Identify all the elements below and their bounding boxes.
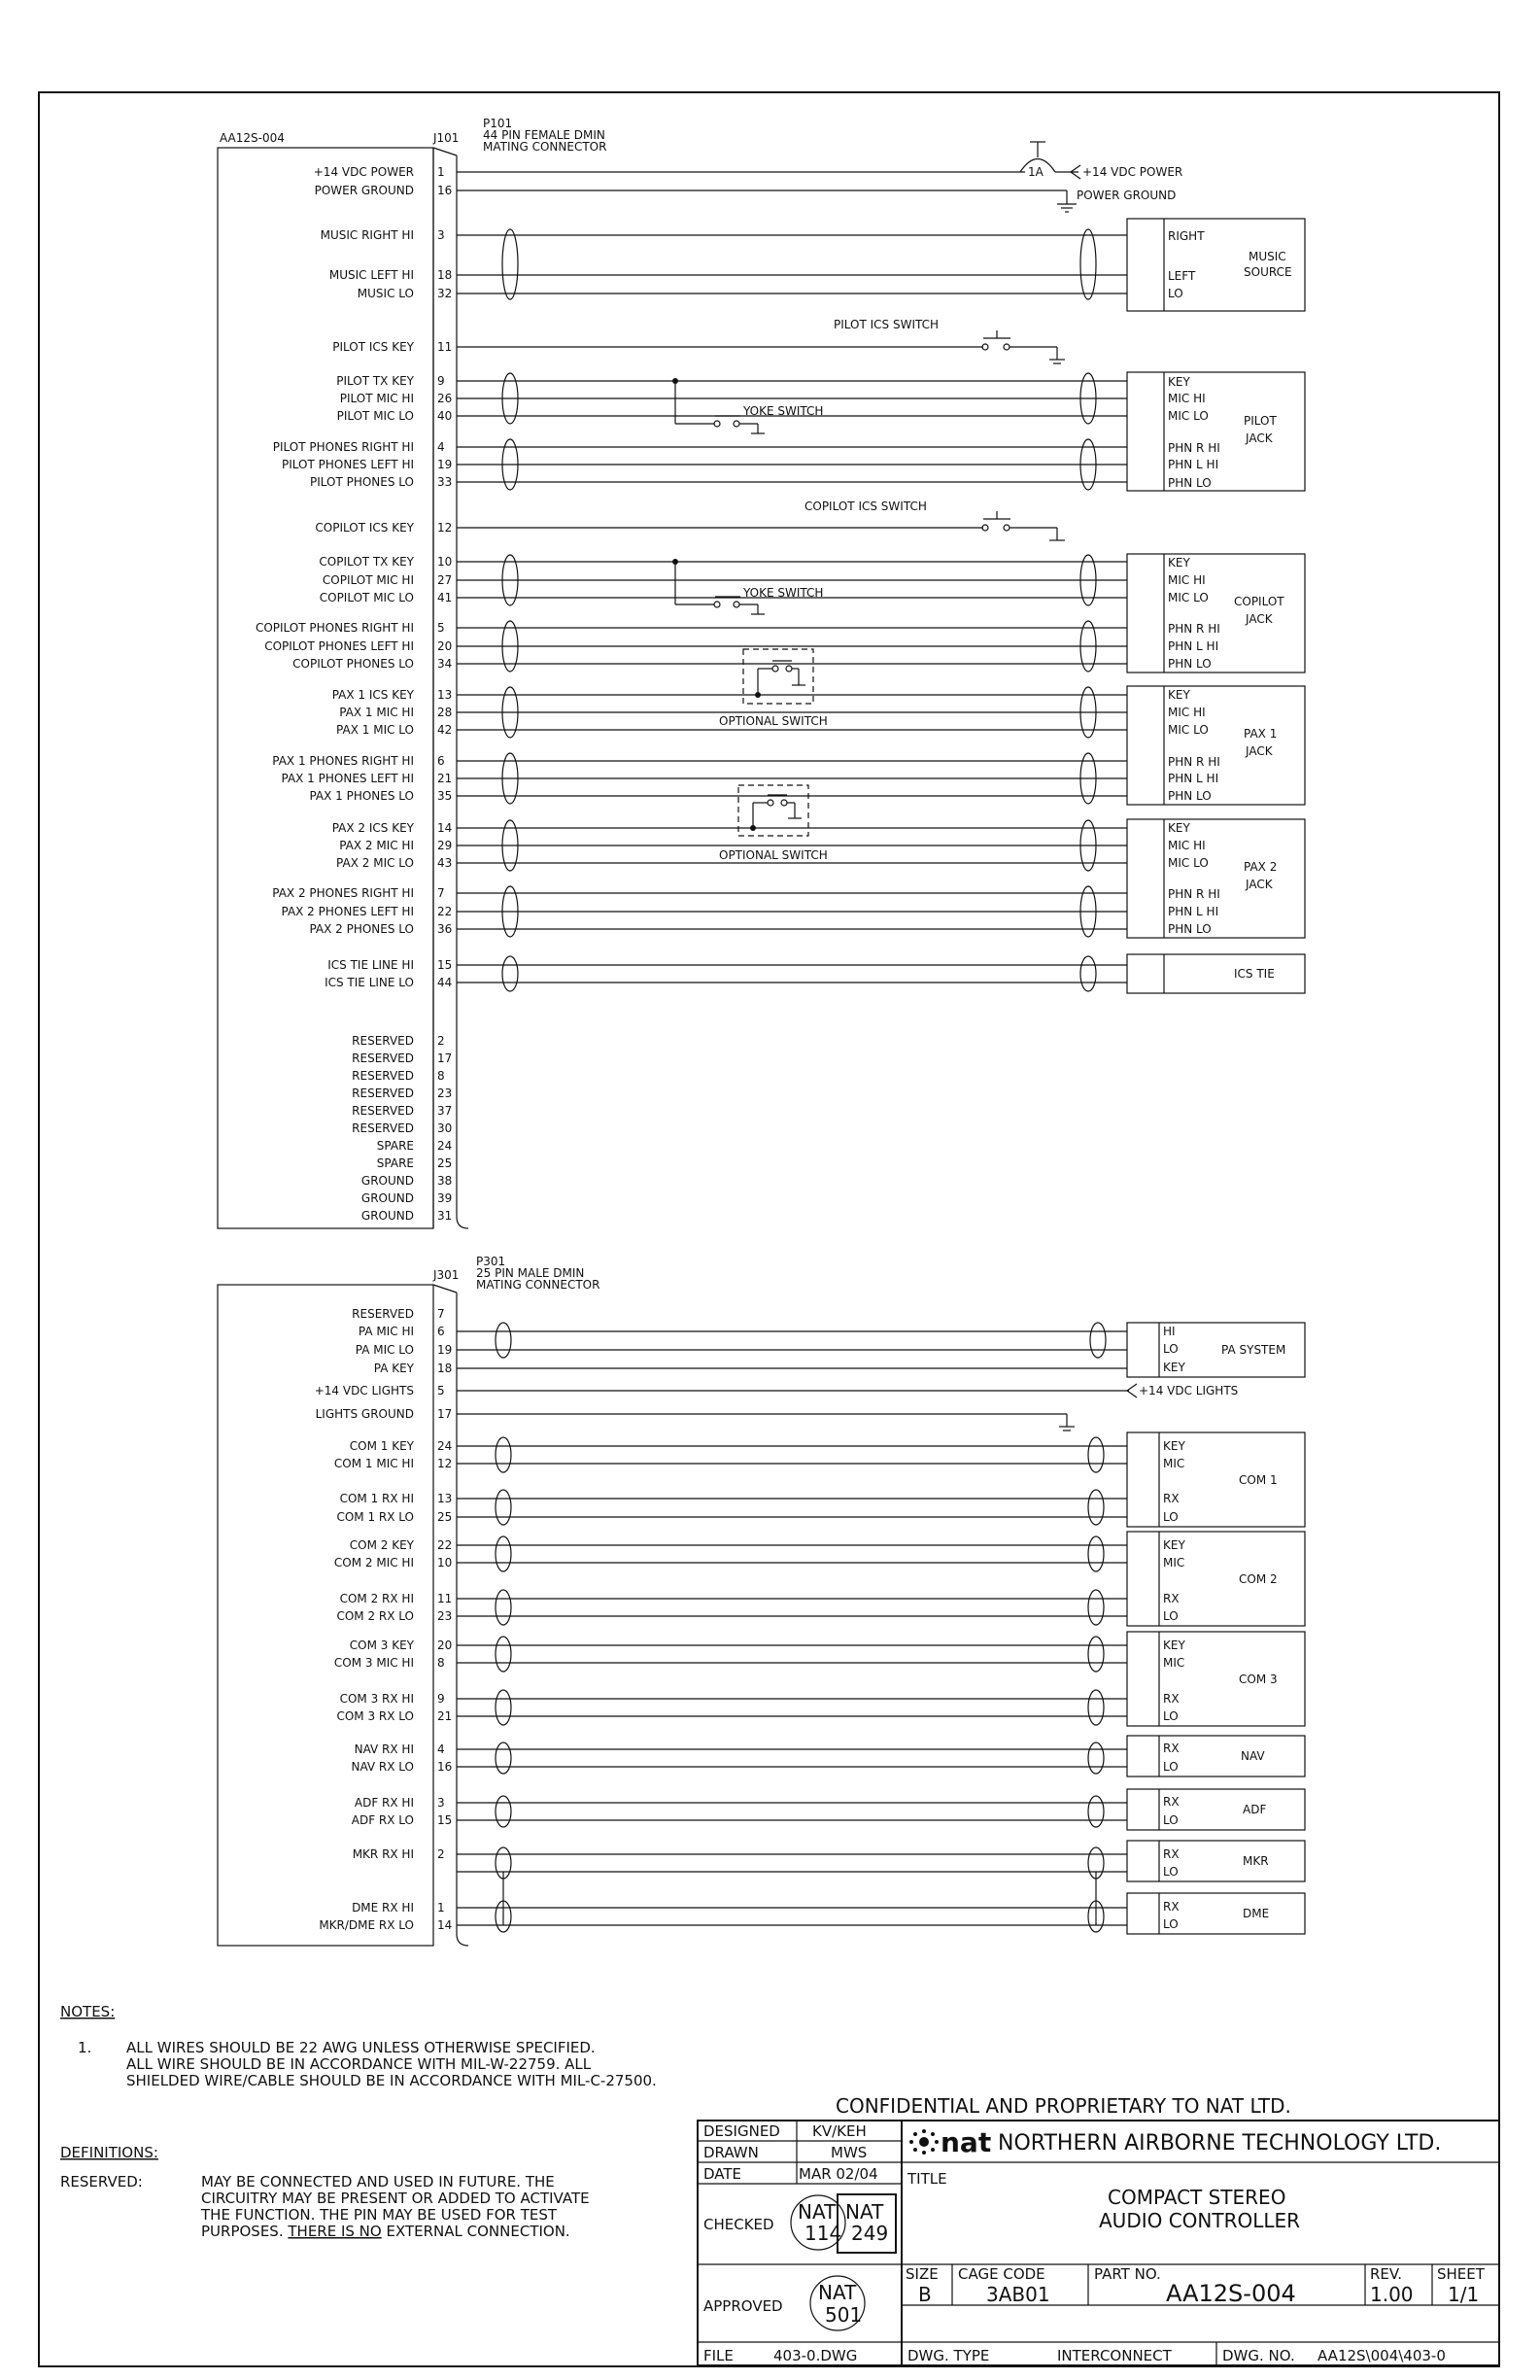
svg-text:LO: LO <box>1163 1760 1179 1774</box>
svg-text:KEY: KEY <box>1163 1538 1185 1552</box>
j101-pin-number: 28 <box>437 706 453 719</box>
p301-ref: P301 <box>476 1255 506 1268</box>
svg-text:JACK: JACK <box>1246 612 1273 626</box>
svg-text:1.: 1. <box>78 2039 92 2056</box>
j301-pin-label: RESERVED <box>352 1307 414 1321</box>
j101-pin-label: MUSIC RIGHT HI <box>320 228 414 242</box>
svg-text:PHN L HI: PHN L HI <box>1168 772 1219 785</box>
j301-pin-label: LIGHTS GROUND <box>315 1407 414 1421</box>
j101-pin-label: +14 VDC POWER <box>313 165 414 179</box>
nav-box <box>1127 1736 1305 1776</box>
svg-text:PHN LO: PHN LO <box>1168 657 1212 671</box>
fuse-label: 1A <box>1028 165 1044 179</box>
svg-text:KEY: KEY <box>1163 1439 1185 1453</box>
music-source-box <box>1127 219 1305 311</box>
j101-pin-number: 40 <box>437 409 453 423</box>
svg-text:CHECKED: CHECKED <box>703 2216 774 2233</box>
svg-text:RX: RX <box>1163 1900 1180 1914</box>
svg-text:NAT: NAT <box>845 2200 884 2224</box>
svg-text:MUSIC: MUSIC <box>1249 250 1286 263</box>
j301-pin-number: 1 <box>437 1901 445 1914</box>
j101-pin-label: MUSIC LEFT HI <box>328 268 414 282</box>
j101-pin-number: 27 <box>437 573 453 587</box>
j301-pin-label: MKR RX HI <box>352 1847 414 1861</box>
j301-pin-label: COM 3 MIC HI <box>333 1656 414 1670</box>
j101-pin-number: 32 <box>437 287 453 300</box>
svg-text:RX: RX <box>1163 1692 1180 1706</box>
svg-text:TITLE: TITLE <box>907 2170 947 2188</box>
j101-pin-number: 33 <box>437 475 453 489</box>
drawing-title-2: AUDIO CONTROLLER <box>1099 2209 1301 2232</box>
svg-text:KEY: KEY <box>1163 1361 1185 1374</box>
j101-pin-number: 16 <box>437 184 453 197</box>
svg-text:RX: RX <box>1163 1795 1180 1809</box>
j101-pin-label: PILOT ICS KEY <box>332 340 414 354</box>
j101-pin-number: 38 <box>437 1174 453 1188</box>
svg-text:COPILOT: COPILOT <box>1234 595 1284 608</box>
j101-pin-number: 20 <box>437 639 453 653</box>
svg-text:JACK: JACK <box>1246 744 1273 758</box>
j301-pin-label: COM 1 KEY <box>349 1439 414 1453</box>
svg-text:COM 2: COM 2 <box>1239 1572 1278 1586</box>
svg-text:MIC HI: MIC HI <box>1168 573 1206 587</box>
svg-text:HI: HI <box>1163 1325 1176 1338</box>
drawing-title-1: COMPACT STEREO <box>1108 2186 1286 2209</box>
j301-pin-number: 5 <box>437 1384 445 1397</box>
j101-pin-label: PAX 1 ICS KEY <box>331 688 414 702</box>
j101-pin-label: ICS TIE LINE LO <box>325 976 414 989</box>
svg-text:PAX 2: PAX 2 <box>1244 860 1278 874</box>
j101-pin-number: 41 <box>437 591 453 604</box>
j101-pin-label: SPARE <box>376 1139 414 1153</box>
svg-text:PHN R HI: PHN R HI <box>1168 622 1220 636</box>
j301-pin-label: COM 2 KEY <box>349 1538 414 1552</box>
svg-text:JACK: JACK <box>1246 878 1273 891</box>
j101-pin-label: COPILOT ICS KEY <box>315 521 414 535</box>
svg-text:LO: LO <box>1168 287 1183 300</box>
j101-pin-number: 11 <box>437 340 453 354</box>
notes-section <box>60 2003 657 2089</box>
j101-pin-label: RESERVED <box>352 1052 414 1065</box>
svg-text:LEFT: LEFT <box>1168 269 1196 283</box>
svg-text:MIC LO: MIC LO <box>1168 856 1209 870</box>
j101-pin-label: PAX 2 PHONES LEFT HI <box>281 905 414 918</box>
j301-pin-label: MKR/DME RX LO <box>319 1918 414 1932</box>
com3-box <box>1127 1632 1305 1726</box>
svg-text:COM 3: COM 3 <box>1239 1673 1278 1686</box>
svg-text:LO: LO <box>1163 1865 1179 1879</box>
definition-term: RESERVED: <box>60 2173 143 2190</box>
svg-text:DRAWN: DRAWN <box>703 2144 759 2161</box>
svg-text:DESIGNED: DESIGNED <box>703 2122 780 2140</box>
notes-heading: NOTES: <box>60 2003 116 2020</box>
j301-pin-number: 19 <box>437 1343 453 1357</box>
j101-pin-number: 6 <box>437 754 445 768</box>
j101-pin-label: RESERVED <box>352 1069 414 1083</box>
j101-pin-number: 26 <box>437 392 453 405</box>
part-number: AA12S-004 <box>1166 2280 1296 2307</box>
j301-pin-number: 8 <box>437 1656 445 1670</box>
p101-ref: P101 <box>483 117 513 130</box>
svg-text:KEY: KEY <box>1163 1638 1185 1652</box>
svg-text:NAT: NAT <box>818 2281 857 2304</box>
j301-pin-label: ADF RX HI <box>354 1796 414 1810</box>
j301-pin-number: 13 <box>437 1492 453 1505</box>
j101-pin-label: RESERVED <box>352 1034 414 1048</box>
j301-pin-number: 2 <box>437 1847 445 1861</box>
j101-pin-number: 9 <box>437 374 445 388</box>
svg-text:KEY: KEY <box>1168 688 1190 702</box>
svg-text:APPROVED: APPROVED <box>703 2297 783 2315</box>
svg-text:DATE: DATE <box>703 2165 742 2183</box>
j101-pin-label: PAX 2 ICS KEY <box>331 821 414 835</box>
svg-text:CAGE CODE: CAGE CODE <box>958 2265 1045 2283</box>
svg-text:MIC: MIC <box>1163 1656 1185 1670</box>
j101-pin-number: 18 <box>437 268 453 282</box>
j301-pin-number: 23 <box>437 1609 453 1623</box>
j101-pin-number: 43 <box>437 856 453 870</box>
note-line-1: ALL WIRES SHOULD BE 22 AWG UNLESS OTHERWISE SPECIFIED. <box>126 2039 596 2056</box>
j301-pin-number: 18 <box>437 1362 453 1375</box>
svg-text:JACK: JACK <box>1246 431 1273 445</box>
j301-pin-label: ADF RX LO <box>351 1813 414 1827</box>
mkr-box <box>1127 1841 1305 1881</box>
svg-text:MIC HI: MIC HI <box>1168 839 1206 852</box>
svg-text:LO: LO <box>1163 1917 1179 1931</box>
j101-pin-label: POWER GROUND <box>314 184 414 197</box>
j101-pin-number: 44 <box>437 976 453 989</box>
j101-pin-label: PAX 2 MIC HI <box>339 839 414 852</box>
j301-pin-number: 3 <box>437 1796 445 1810</box>
svg-text:MIC LO: MIC LO <box>1168 723 1209 737</box>
ics-tie-box <box>1127 954 1305 993</box>
j301-pin-label: PA MIC HI <box>358 1325 414 1338</box>
svg-text:REV.: REV. <box>1370 2265 1402 2283</box>
svg-text:114: 114 <box>804 2222 842 2245</box>
svg-text:RX: RX <box>1163 1847 1180 1861</box>
j301-pin-number: 14 <box>437 1918 453 1932</box>
j101-pin-label: PILOT PHONES LEFT HI <box>282 458 414 471</box>
j301-pin-number: 25 <box>437 1510 453 1524</box>
com2-box <box>1127 1532 1305 1626</box>
svg-text:THE FUNCTION. THE PIN MAY BE U: THE FUNCTION. THE PIN MAY BE USED FOR TEST <box>201 2206 558 2224</box>
j301-pin-number: 7 <box>437 1307 445 1321</box>
j301-pin-label: COM 3 RX LO <box>336 1709 414 1723</box>
svg-text:RX: RX <box>1163 1742 1180 1755</box>
svg-text:LO: LO <box>1163 1342 1179 1356</box>
j101-pin-label: ICS TIE LINE HI <box>327 958 414 972</box>
svg-text:PHN L HI: PHN L HI <box>1168 639 1219 653</box>
j301-pin-number: 10 <box>437 1556 453 1569</box>
j101-pin-label: COPILOT PHONES RIGHT HI <box>255 621 414 635</box>
note-line-3: SHIELDED WIRE/CABLE SHOULD BE IN ACCORDANCE WITH MIL-C-27500. <box>126 2072 657 2089</box>
svg-text:ADF: ADF <box>1243 1803 1267 1816</box>
j301-pin-label: COM 2 RX LO <box>336 1609 414 1623</box>
svg-text:403-0.DWG: 403-0.DWG <box>773 2347 858 2364</box>
j301-pin-label: COM 3 KEY <box>349 1638 414 1652</box>
svg-text:DWG. NO.: DWG. NO. <box>1222 2347 1295 2364</box>
svg-text:KEY: KEY <box>1168 821 1190 835</box>
svg-text:RX: RX <box>1163 1492 1180 1505</box>
copilot-yoke-switch-label: YOKE SWITCH <box>743 586 824 600</box>
vdc-power-label: +14 VDC POWER <box>1082 165 1183 179</box>
j101-pin-label: PAX 1 MIC HI <box>339 706 414 719</box>
j101-pin-number: 42 <box>437 723 453 737</box>
j101-pin-number: 23 <box>437 1087 453 1100</box>
svg-text:PART NO.: PART NO. <box>1094 2265 1161 2283</box>
svg-text:ICS TIE: ICS TIE <box>1234 967 1275 981</box>
cage-value: 3AB01 <box>986 2283 1050 2306</box>
j101-pin-number: 10 <box>437 555 453 569</box>
j101-pin-label: PAX 1 PHONES LO <box>309 789 414 803</box>
j101-connector <box>218 117 606 1228</box>
svg-text:PAX 1: PAX 1 <box>1244 727 1278 741</box>
pax1-optional-switch-label: OPTIONAL SWITCH <box>719 714 828 728</box>
j101-pin-label: RESERVED <box>352 1087 414 1100</box>
svg-text:PHN L HI: PHN L HI <box>1168 458 1219 471</box>
j101-pin-number: 1 <box>437 165 445 179</box>
j301-pin-number: 6 <box>437 1325 445 1338</box>
j301-pin-number: 21 <box>437 1709 453 1723</box>
j101-pin-label: RESERVED <box>352 1104 414 1118</box>
pa-system-box <box>1127 1323 1305 1377</box>
j101-pin-label: COPILOT PHONES LEFT HI <box>264 639 414 653</box>
j301-wiring <box>457 1323 1238 1932</box>
j301-pin-label: PA MIC LO <box>355 1343 414 1357</box>
com1-box <box>1127 1432 1305 1527</box>
j301-pin-label: PA KEY <box>373 1362 414 1375</box>
svg-text:LO: LO <box>1163 1813 1179 1827</box>
j301-pin-number: 4 <box>437 1742 445 1756</box>
j101-pin-number: 3 <box>437 228 445 242</box>
svg-text:DWG. TYPE: DWG. TYPE <box>907 2347 990 2364</box>
j101-pin-number: 31 <box>437 1209 453 1223</box>
svg-text:CIRCUITRY MAY BE PRESENT OR AD: CIRCUITRY MAY BE PRESENT OR ADDED TO ACTIVATE <box>201 2190 590 2207</box>
definitions-section <box>60 2144 590 2240</box>
j101-pin-number: 15 <box>437 958 453 972</box>
j301-pin-number: 11 <box>437 1592 453 1605</box>
vdc-lights-label: +14 VDC LIGHTS <box>1139 1384 1239 1397</box>
j101-ref: J101 <box>433 131 460 145</box>
p101-desc-1: 44 PIN FEMALE DMIN <box>483 128 605 142</box>
j301-pin-number: 12 <box>437 1457 453 1470</box>
j101-pin-label: PAX 1 PHONES LEFT HI <box>281 772 414 785</box>
j101-pin-label: PAX 1 PHONES RIGHT HI <box>272 754 414 768</box>
svg-text:LO: LO <box>1163 1709 1179 1723</box>
svg-text:LO: LO <box>1163 1609 1179 1623</box>
j301-pin-label: COM 2 MIC HI <box>333 1556 414 1569</box>
j101-pin-label: PAX 2 PHONES RIGHT HI <box>272 886 414 900</box>
svg-text:SIZE: SIZE <box>906 2265 939 2283</box>
j101-pin-number: 7 <box>437 886 445 900</box>
j101-pin-label: GROUND <box>360 1174 414 1188</box>
j101-pin-number: 4 <box>437 440 445 454</box>
j101-pin-label: PILOT MIC HI <box>339 392 414 405</box>
title-block <box>698 2094 1499 2365</box>
j101-pin-label: MUSIC LO <box>357 287 414 300</box>
svg-text:MAR 02/04: MAR 02/04 <box>799 2165 878 2183</box>
checked-stamp-2 <box>838 2194 896 2253</box>
j301-pin-number: 15 <box>437 1813 453 1827</box>
j101-pin-label: SPARE <box>376 1156 414 1170</box>
j301-ref: J301 <box>433 1268 460 1282</box>
pax2-optional-switch-label: OPTIONAL SWITCH <box>719 848 828 862</box>
svg-text:MKR: MKR <box>1243 1854 1269 1868</box>
j101-pin-label: COPILOT MIC LO <box>319 591 414 604</box>
p301-desc-1: 25 PIN MALE DMIN <box>476 1266 585 1280</box>
p301-desc-2: MATING CONNECTOR <box>476 1278 600 1292</box>
j301-pin-label: COM 1 MIC HI <box>333 1457 414 1470</box>
svg-text:MIC HI: MIC HI <box>1168 706 1206 719</box>
j101-pin-number: 30 <box>437 1121 453 1135</box>
dme-box <box>1127 1893 1305 1934</box>
svg-text:MIC: MIC <box>1163 1457 1185 1470</box>
svg-text:KEY: KEY <box>1168 375 1190 389</box>
svg-text:PILOT: PILOT <box>1244 414 1277 428</box>
j301-pin-number: 20 <box>437 1638 453 1652</box>
j101-pin-label: PAX 2 MIC LO <box>336 856 414 870</box>
svg-text:PHN LO: PHN LO <box>1168 476 1212 490</box>
svg-text:PURPOSES. THERE IS NO EXTERNAL: PURPOSES. THERE IS NO EXTERNAL CONNECTION. <box>201 2223 570 2240</box>
revision: 1.00 <box>1370 2283 1414 2306</box>
svg-text:MIC LO: MIC LO <box>1168 591 1209 604</box>
svg-text:LO: LO <box>1163 1510 1179 1524</box>
svg-text:501: 501 <box>825 2303 863 2327</box>
pax1-jack-box <box>1127 686 1305 805</box>
sheet-border <box>39 92 1499 2366</box>
j101-pin-number: 37 <box>437 1104 453 1118</box>
j101-pin-number: 34 <box>437 657 453 671</box>
j301-pin-label: DME RX HI <box>352 1901 414 1914</box>
svg-text:NAT: NAT <box>798 2200 837 2224</box>
svg-text:INTERCONNECT: INTERCONNECT <box>1057 2347 1172 2364</box>
nat-logo <box>909 2126 991 2158</box>
svg-text:nat: nat <box>941 2126 992 2158</box>
j101-pin-number: 17 <box>437 1052 453 1065</box>
power-ground-label: POWER GROUND <box>1077 189 1177 202</box>
j301-pin-number: 24 <box>437 1439 453 1453</box>
j101-pin-number: 19 <box>437 458 453 471</box>
svg-text:RX: RX <box>1163 1592 1180 1605</box>
svg-text:DME: DME <box>1243 1907 1270 1920</box>
svg-text:MIC HI: MIC HI <box>1168 392 1206 405</box>
definitions-heading: DEFINITIONS: <box>60 2144 158 2161</box>
approved-stamp <box>810 2276 865 2330</box>
svg-text:SOURCE: SOURCE <box>1244 265 1292 279</box>
j101-pin-number: 13 <box>437 688 453 702</box>
j101-pin-number: 35 <box>437 789 453 803</box>
j301-pin-label: COM 1 RX LO <box>336 1510 414 1524</box>
j101-pin-number: 21 <box>437 772 453 785</box>
pilot-yoke-switch-label: YOKE SWITCH <box>743 404 824 418</box>
svg-text:FILE: FILE <box>703 2347 734 2364</box>
j101-pin-number: 5 <box>437 621 445 635</box>
j101-pin-label: COPILOT PHONES LO <box>292 657 414 671</box>
j101-wiring <box>457 142 1182 991</box>
svg-text:PHN R HI: PHN R HI <box>1168 441 1220 455</box>
pax2-jack-box <box>1127 819 1305 938</box>
j101-pin-label: PILOT PHONES RIGHT HI <box>272 440 414 454</box>
svg-text:PHN R HI: PHN R HI <box>1168 755 1220 769</box>
j101-pin-label: PAX 2 PHONES LO <box>309 922 414 936</box>
j101-pin-number: 25 <box>437 1156 453 1170</box>
j101-pin-number: 12 <box>437 521 453 535</box>
j101-pin-number: 22 <box>437 905 453 918</box>
svg-text:COM 1: COM 1 <box>1239 1473 1278 1487</box>
svg-text:NAV: NAV <box>1241 1749 1265 1763</box>
j101-pin-label: PAX 1 MIC LO <box>336 723 414 737</box>
shield-symbol <box>502 229 1096 299</box>
j101-pin-number: 14 <box>437 821 453 835</box>
svg-text:SHEET: SHEET <box>1437 2265 1485 2283</box>
j101-pin-label: COPILOT MIC HI <box>322 573 414 587</box>
adf-box <box>1127 1789 1305 1830</box>
copilot-ics-switch-label: COPILOT ICS SWITCH <box>804 500 927 513</box>
j301-pin-number: 22 <box>437 1538 453 1552</box>
j101-pin-label: RESERVED <box>352 1121 414 1135</box>
p101-desc-2: MATING CONNECTOR <box>483 140 607 154</box>
company-name: NORTHERN AIRBORNE TECHNOLOGY LTD. <box>998 2131 1442 2156</box>
svg-text:MWS: MWS <box>831 2144 868 2161</box>
j101-pin-number: 2 <box>437 1034 445 1048</box>
copilot-jack-box <box>1127 554 1305 673</box>
j301-pin-label: NAV RX LO <box>351 1760 414 1774</box>
svg-text:PA SYSTEM: PA SYSTEM <box>1221 1343 1286 1357</box>
j101-pin-number: 36 <box>437 922 453 936</box>
svg-text:PHN LO: PHN LO <box>1168 922 1212 936</box>
svg-text:PHN R HI: PHN R HI <box>1168 887 1220 901</box>
svg-text:MIC LO: MIC LO <box>1168 409 1209 423</box>
j101-pin-label: COPILOT TX KEY <box>319 555 414 569</box>
confidential-notice: CONFIDENTIAL AND PROPRIETARY TO NAT LTD. <box>836 2094 1291 2118</box>
svg-text:249: 249 <box>851 2222 889 2245</box>
j301-pin-label: +14 VDC LIGHTS <box>314 1384 414 1397</box>
pilot-jack-box <box>1127 372 1305 491</box>
j301-pin-number: 17 <box>437 1407 453 1421</box>
j101-pin-number: 29 <box>437 839 453 852</box>
j101-pin-number: 24 <box>437 1139 453 1153</box>
j301-pin-label: COM 1 RX HI <box>339 1492 414 1505</box>
svg-text:MIC: MIC <box>1163 1556 1185 1569</box>
j301-pin-number: 9 <box>437 1692 445 1706</box>
j301-connector <box>218 1255 599 1946</box>
unit-label: AA12S-004 <box>220 131 285 145</box>
dwg-number: AA12S\004\403-0 <box>1318 2347 1446 2364</box>
j101-pin-number: 39 <box>437 1191 453 1205</box>
size-value: B <box>918 2283 932 2306</box>
j101-pin-label: PILOT TX KEY <box>336 374 414 388</box>
svg-text:PHN L HI: PHN L HI <box>1168 905 1219 918</box>
j301-pin-number: 16 <box>437 1760 453 1774</box>
svg-text:RIGHT: RIGHT <box>1168 229 1205 243</box>
note-line-2: ALL WIRE SHOULD BE IN ACCORDANCE WITH MIL-W-22759. ALL <box>126 2055 592 2073</box>
j101-pin-label: GROUND <box>360 1209 414 1223</box>
svg-text:KEY: KEY <box>1168 556 1190 569</box>
svg-text:PHN LO: PHN LO <box>1168 789 1212 803</box>
svg-text:KV/KEH: KV/KEH <box>812 2122 867 2140</box>
j101-pin-label: PILOT PHONES LO <box>309 475 414 489</box>
j301-pin-label: NAV RX HI <box>354 1742 414 1756</box>
svg-text:MAY BE CONNECTED AND USED IN F: MAY BE CONNECTED AND USED IN FUTURE. THE <box>201 2173 555 2190</box>
j101-pin-label: GROUND <box>360 1191 414 1205</box>
pilot-ics-switch-label: PILOT ICS SWITCH <box>834 318 940 331</box>
sheet-number: 1/1 <box>1448 2283 1480 2306</box>
j101-pin-label: PILOT MIC LO <box>336 409 414 423</box>
j301-pin-label: COM 2 RX HI <box>339 1592 414 1605</box>
j301-pin-label: COM 3 RX HI <box>339 1692 414 1706</box>
j101-pin-number: 8 <box>437 1069 445 1083</box>
